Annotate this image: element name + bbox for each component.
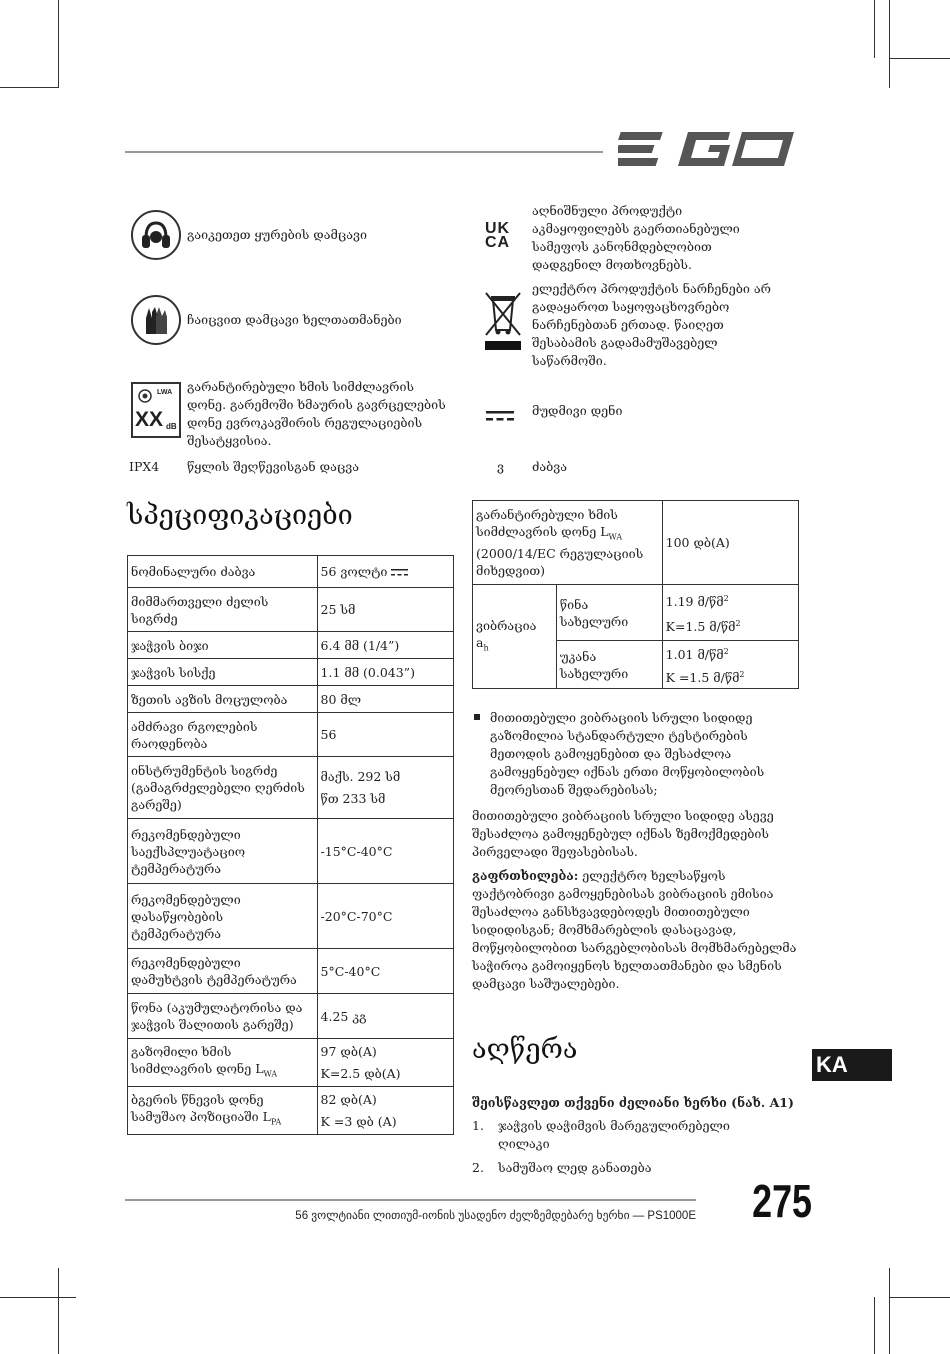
gloves-icon — [131, 295, 181, 345]
spec-value: 100 დბ(A) — [662, 501, 798, 585]
symbol-text: აღნიშნული პროდუქტი აკმაყოფილებს გაერთიანებული სამეფოს კანონმდებლობით დადგენილ მოთხოვნებს. — [532, 203, 740, 272]
direct-current-icon — [486, 407, 516, 419]
power-unit-label: ვ — [497, 459, 504, 474]
table-row — [128, 659, 454, 686]
spec-label: ჯაჭვის სისქე — [128, 659, 318, 686]
spec-label: რეკომენდებული საექსპლუატაციო ტემპერატურა — [128, 819, 318, 884]
rear-handle-label: უკანა სახელური — [556, 641, 662, 689]
table-row — [128, 713, 454, 757]
direct-current-icon — [391, 569, 409, 577]
crop-mark — [889, 1268, 890, 1354]
spec-value: -15°C-40°C — [317, 819, 453, 884]
spec-label: ინსტრუმენტის სიგრძე (გამაგრძელებელი ღერძის გარეშე) — [128, 757, 318, 819]
symbol-text: წყლის შეღწევისგან დაცვა — [187, 459, 359, 474]
ukca-mark-icon: UK CA — [485, 220, 511, 251]
crop-mark — [874, 0, 875, 58]
symbol-text: ძაბვა — [532, 459, 567, 474]
symbol-text: გარანტირებული ხმის სიმძლავრის დონე. გარემოში ხმაურის გავრცელების დონე ევროკავშირის რეგულაციების შესატყვისია. — [187, 379, 446, 448]
icon-unit: dB — [166, 422, 177, 431]
description-heading: აღწერა — [472, 1034, 578, 1065]
ego-logo — [618, 128, 800, 170]
table-row — [128, 994, 454, 1039]
bullet-text: მითითებული ვიბრაციის სრული სიდიდე გაზომილია სტანდარტული ტესტირების მეთოდის გამოყენებით და შესაძლოა გამოყენებულ იქნას ერთი მოწყობილობის მეორესთან შედარებისას; — [490, 710, 765, 797]
spec-value: 6.4 მმ (1/4”) — [317, 632, 453, 659]
spec-heading: სპეციფიკაციები — [127, 500, 353, 531]
spec-value: 82 დბ(A) K =3 დბ (A) — [317, 1087, 453, 1135]
weee-bin-icon — [483, 290, 523, 352]
spec-label: ჯაჭვის ბიჯი — [128, 632, 318, 659]
spec-label: გარანტირებული ხმის სიმძლავრის დონე $L_{WA}$ (2000/14/EC რეგულაციის მიხედვით) — [473, 501, 663, 585]
front-handle-label: წინა სახელური — [556, 585, 662, 641]
spec-table-right — [472, 500, 799, 689]
symbol-text: გაიკეთეთ ყურების დამცავი — [187, 227, 367, 242]
icon-sub: LWA — [157, 389, 173, 396]
vibration-label: ვიბრაცია $a_h$ — [473, 585, 557, 689]
spec-label: ამძრავი რგოლების რაოდენობა — [128, 713, 318, 757]
crop-mark — [58, 1268, 59, 1354]
front-handle-value: 1.19 მ/წმ$^2$ K=1.5 მ/წმ$^2$ — [662, 585, 798, 641]
table-row — [128, 632, 454, 659]
crop-mark — [889, 1297, 950, 1298]
table-row — [128, 556, 454, 588]
spec-value: 4.25 კგ — [317, 994, 453, 1039]
spec-value: 97 დბ(A) K=2.5 დბ(A) — [317, 1039, 453, 1087]
crop-mark — [874, 1297, 875, 1354]
spec-value: 25 სმ — [317, 588, 453, 632]
spec-table — [127, 555, 454, 1135]
description-subheading: შეისწავლეთ თქვენი ძელიანი ხერხი (ნახ. A1) — [472, 1095, 794, 1110]
spec-label: ზეთის ავზის მოცულობა — [128, 686, 318, 713]
table-row — [128, 1087, 454, 1135]
crop-mark — [0, 1297, 76, 1298]
spec-value: 56 — [317, 713, 453, 757]
footer-text: 56 ვოლტიანი ლითიუმ-იონის უსადენო ძელზემდებარე ხერხი — PS1000E — [295, 1210, 696, 1222]
crop-mark — [889, 58, 950, 59]
spec-value: მაქს. 292 სმ წთ 233 სმ — [317, 757, 453, 819]
crop-mark — [0, 87, 58, 88]
crop-mark — [889, 0, 890, 88]
table-row — [128, 884, 454, 949]
spec-label: მიმმართველი ძელის სიგრძე — [128, 588, 318, 632]
symbol-text: ჩაიცვით დამცავი ხელთათმანები — [187, 312, 402, 327]
spec-value: 56 ვოლტი — [317, 556, 453, 588]
sound-power-level-icon — [131, 382, 181, 438]
ipx4-label: IPX4 — [129, 459, 160, 474]
table-row — [473, 585, 799, 641]
spec-value: 1.1 მმ (0.043”) — [317, 659, 453, 686]
bullet-icon — [474, 714, 480, 720]
table-row — [128, 757, 454, 819]
table-row — [473, 501, 799, 585]
table-row — [128, 588, 454, 632]
crop-mark — [58, 0, 59, 88]
spec-label: რეკომენდებული დასაწყობების ტემპერატურა — [128, 884, 318, 949]
table-row — [128, 819, 454, 884]
spec-label: წონა (აკუმულატორისა და ჯაჭვის შალითის გარეშე) — [128, 994, 318, 1039]
spec-label: ნომინალური ძაბვა — [128, 556, 318, 588]
language-tab: KA — [812, 1049, 892, 1081]
spec-label: ბგერის წნევის დონე სამუშაო პოზიციაში $L_{PA}$ — [128, 1087, 318, 1135]
footer-rule — [125, 1199, 696, 1201]
symbol-gloves — [131, 295, 402, 345]
spec-value: 80 მლ — [317, 686, 453, 713]
table-row — [128, 949, 454, 994]
icon-main: XX — [135, 408, 164, 431]
note-paragraph: მითითებული ვიბრაციის სრული სიდიდე ასევე შესაძლოა გამოყენებულ იქნას ზემოქმედების პირველადი შეფასებისას. — [472, 808, 774, 859]
header-rule — [125, 151, 603, 153]
spec-label: რეკომენდებული დამუხტვის ტემპერატურა — [128, 949, 318, 994]
symbol-ear-protection — [131, 210, 367, 260]
ear-protection-icon — [131, 210, 181, 260]
rear-handle-value: 1.01 მ/წმ$^2$ K =1.5 მ/წმ$^2$ — [662, 641, 798, 689]
warning-paragraph: გაფრთხილება: ელექტრო ხელსაწყოს ფაქტობრივი გამოყენებისას ვიბრაციის ემისია შესაძლოა განსხვავდებოდეს მითითებული სიდიდისგან; მომხმარებლის დასაცავად, მოწყობილობით სარგებლობისას მომხმარებელმა საჭიროა გამოიყენოს ხელთათმანები და სმენის დამცავი საშუალებები. — [472, 868, 797, 991]
table-row — [128, 1039, 454, 1087]
symbol-text: მუდმივი დენი — [532, 403, 623, 418]
spec-value: 5°C-40°C — [317, 949, 453, 994]
symbol-text: ელექტრო პროდუქტის ნარჩენები არ გადაყაროთ საყოფაცხოვრებო ნარჩენებთან ერთად. წაიღეთ შესაბამის გადამამუშავებელ საწარმოში. — [532, 281, 771, 368]
spec-label: გაზომილი ხმის სიმძლავრის დონე $L_{WA}$ — [128, 1039, 318, 1087]
table-row — [128, 686, 454, 713]
spec-value: -20°C-70°C — [317, 884, 453, 949]
page-number: 275 — [752, 1175, 812, 1227]
